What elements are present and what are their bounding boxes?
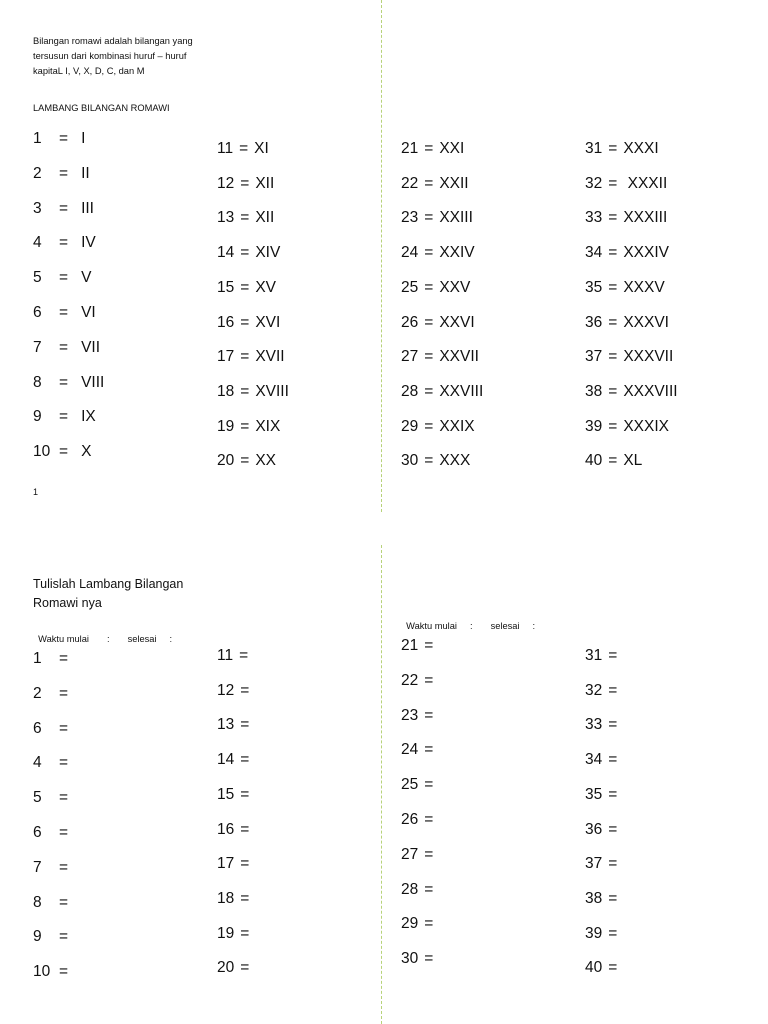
arabic-number: 12 bbox=[217, 681, 235, 699]
roman-numeral: XI bbox=[254, 140, 269, 157]
worksheet-row bbox=[585, 646, 623, 666]
time-start-colon: : bbox=[106, 634, 110, 644]
arabic-number: 4 bbox=[33, 234, 42, 252]
reference-row bbox=[217, 139, 269, 159]
equals-sign: = bbox=[424, 950, 434, 968]
reference-row bbox=[33, 338, 100, 358]
equals-sign: = bbox=[240, 278, 250, 296]
equals-sign: = bbox=[608, 140, 618, 157]
roman-numeral: IV bbox=[81, 234, 96, 252]
worksheet-row bbox=[217, 785, 255, 805]
reference-row bbox=[585, 278, 665, 298]
equals-sign: = bbox=[240, 417, 250, 435]
equals-sign: = bbox=[240, 889, 250, 907]
equals-sign: = bbox=[608, 785, 618, 803]
worksheet-row bbox=[217, 750, 255, 770]
roman-numeral: XL bbox=[623, 452, 643, 470]
roman-numeral: XXXI bbox=[623, 140, 659, 157]
worksheet-row bbox=[401, 949, 439, 969]
reference-row bbox=[33, 268, 91, 288]
worksheet-row bbox=[217, 681, 255, 701]
roman-numeral: XXII bbox=[439, 174, 469, 192]
time-end-label: selesai bbox=[490, 621, 520, 631]
reference-row bbox=[33, 442, 91, 462]
arabic-number: 27 bbox=[401, 845, 419, 863]
roman-numeral: XVIII bbox=[255, 382, 289, 400]
worksheet-row bbox=[585, 889, 623, 909]
roman-numeral: XXIX bbox=[439, 417, 475, 435]
arabic-number: 38 bbox=[585, 382, 603, 400]
time-end-colon: : bbox=[532, 621, 536, 631]
roman-numeral: XXXIX bbox=[623, 417, 669, 435]
reference-row bbox=[217, 347, 285, 367]
worksheet-row bbox=[401, 740, 439, 760]
reference-row bbox=[33, 303, 96, 323]
arabic-number: 30 bbox=[401, 950, 419, 968]
equals-sign: = bbox=[240, 959, 250, 977]
arabic-number: 18 bbox=[217, 889, 235, 907]
arabic-number: 9 bbox=[33, 928, 42, 946]
equals-sign: = bbox=[424, 278, 434, 296]
arabic-number: 22 bbox=[401, 671, 419, 689]
reference-row bbox=[585, 313, 669, 333]
arabic-number: 5 bbox=[33, 269, 42, 287]
arabic-number: 17 bbox=[217, 348, 235, 366]
roman-numeral: XX bbox=[255, 452, 276, 470]
equals-sign: = bbox=[59, 130, 69, 147]
arabic-number: 40 bbox=[585, 959, 603, 977]
arabic-number: 5 bbox=[33, 789, 42, 807]
roman-numeral: XXIII bbox=[439, 209, 473, 227]
worksheet-row bbox=[401, 845, 439, 865]
worksheet-row bbox=[33, 893, 81, 913]
reference-row bbox=[217, 243, 280, 263]
reference-row bbox=[401, 382, 483, 402]
equals-sign: = bbox=[59, 824, 69, 841]
equals-sign: = bbox=[59, 199, 69, 217]
arabic-number: 20 bbox=[217, 452, 235, 470]
roman-numeral: XXXIII bbox=[623, 209, 668, 227]
reference-row bbox=[217, 451, 276, 471]
reference-row bbox=[585, 243, 669, 263]
equals-sign: = bbox=[608, 417, 618, 435]
roman-numeral: I bbox=[81, 130, 86, 147]
reference-row bbox=[585, 417, 669, 437]
arabic-number: 2 bbox=[33, 164, 42, 182]
arabic-number: 29 bbox=[401, 915, 419, 933]
worksheet-row bbox=[33, 753, 81, 773]
worksheet-row bbox=[401, 636, 439, 656]
equals-sign: = bbox=[608, 820, 618, 838]
arabic-number: 18 bbox=[217, 382, 235, 400]
equals-sign: = bbox=[59, 304, 69, 321]
equals-sign: = bbox=[59, 719, 69, 737]
reference-row bbox=[585, 174, 667, 194]
reference-row bbox=[217, 208, 274, 228]
arabic-number: 26 bbox=[401, 313, 419, 331]
equals-sign: = bbox=[59, 408, 69, 426]
equals-sign: = bbox=[424, 174, 434, 192]
arabic-number: 7 bbox=[33, 858, 42, 876]
roman-numeral: X bbox=[81, 443, 92, 461]
roman-numeral: III bbox=[81, 199, 94, 217]
equals-sign: = bbox=[59, 893, 69, 911]
arabic-number: 31 bbox=[585, 647, 603, 664]
reference-row bbox=[33, 407, 96, 427]
equals-sign: = bbox=[240, 820, 250, 838]
equals-sign: = bbox=[424, 845, 434, 863]
arabic-number: 6 bbox=[33, 719, 42, 737]
equals-sign: = bbox=[608, 647, 618, 664]
roman-numeral: XXXVIII bbox=[623, 382, 678, 400]
arabic-number: 9 bbox=[33, 408, 42, 426]
arabic-number: 28 bbox=[401, 382, 419, 400]
arabic-number: 21 bbox=[401, 140, 419, 157]
time-start-label: Waktu mulai bbox=[38, 634, 89, 644]
arabic-number: 13 bbox=[217, 209, 235, 227]
arabic-number: 32 bbox=[585, 174, 603, 192]
column-divider-bottom bbox=[381, 545, 382, 1024]
equals-sign: = bbox=[608, 855, 618, 873]
worksheet-row bbox=[401, 914, 439, 934]
worksheet-row bbox=[33, 719, 81, 739]
worksheet-row bbox=[585, 750, 623, 770]
reference-row bbox=[585, 382, 678, 402]
arabic-number: 24 bbox=[401, 741, 419, 759]
arabic-number: 15 bbox=[217, 785, 235, 803]
arabic-number: 1 bbox=[33, 130, 42, 147]
worksheet-row bbox=[33, 788, 81, 808]
equals-sign: = bbox=[608, 751, 618, 769]
arabic-number: 23 bbox=[401, 706, 419, 724]
equals-sign: = bbox=[59, 684, 69, 702]
time-end-label: selesai bbox=[127, 634, 157, 644]
reference-row bbox=[33, 373, 104, 393]
roman-numeral: XXVIII bbox=[439, 382, 484, 400]
arabic-number: 15 bbox=[217, 278, 235, 296]
equals-sign: = bbox=[240, 681, 250, 699]
equals-sign: = bbox=[59, 858, 69, 876]
roman-numeral: XIV bbox=[255, 244, 281, 262]
equals-sign: = bbox=[608, 209, 618, 227]
roman-numeral: II bbox=[81, 164, 90, 182]
reference-row bbox=[33, 164, 90, 184]
roman-numeral: VI bbox=[81, 304, 96, 321]
arabic-number: 23 bbox=[401, 209, 419, 227]
worksheet-row bbox=[585, 958, 623, 978]
equals-sign: = bbox=[424, 417, 434, 435]
reference-row bbox=[585, 451, 642, 471]
arabic-number: 7 bbox=[33, 338, 42, 356]
equals-sign: = bbox=[608, 924, 618, 942]
worksheet-row bbox=[217, 924, 255, 944]
column-divider-top bbox=[381, 0, 382, 512]
arabic-number: 13 bbox=[217, 716, 235, 734]
arabic-number: 25 bbox=[401, 776, 419, 794]
roman-numeral: XXX bbox=[439, 452, 471, 470]
arabic-number: 6 bbox=[33, 304, 42, 321]
arabic-number: 33 bbox=[585, 209, 603, 227]
arabic-number: 26 bbox=[401, 811, 419, 828]
reference-row bbox=[401, 417, 475, 437]
equals-sign: = bbox=[59, 928, 69, 946]
equals-sign: = bbox=[240, 716, 250, 734]
roman-numeral: XVI bbox=[255, 313, 281, 331]
arabic-number: 6 bbox=[33, 824, 42, 841]
arabic-number: 21 bbox=[401, 637, 419, 654]
arabic-number: 37 bbox=[585, 855, 603, 873]
arabic-number: 25 bbox=[401, 278, 419, 296]
equals-sign: = bbox=[240, 174, 250, 192]
worksheet-title: Tulislah Lambang Bilangan Romawi nya bbox=[33, 577, 184, 610]
arabic-number: 36 bbox=[585, 313, 603, 331]
equals-sign: = bbox=[424, 706, 434, 724]
worksheet-row bbox=[217, 646, 254, 666]
reference-row bbox=[585, 208, 667, 228]
arabic-number: 32 bbox=[585, 681, 603, 699]
equals-sign: = bbox=[240, 924, 250, 942]
arabic-number: 11 bbox=[217, 647, 234, 664]
reference-row bbox=[33, 233, 96, 253]
equals-sign: = bbox=[608, 348, 618, 366]
worksheet-row bbox=[217, 889, 255, 909]
equals-sign: = bbox=[240, 244, 250, 262]
reference-row bbox=[33, 199, 94, 219]
equals-sign: = bbox=[240, 751, 250, 769]
reference-row bbox=[217, 382, 289, 402]
reference-row bbox=[401, 347, 479, 367]
time-row-left bbox=[33, 624, 172, 644]
equals-sign: = bbox=[59, 164, 69, 182]
worksheet-row bbox=[217, 715, 255, 735]
equals-sign: = bbox=[424, 776, 434, 794]
equals-sign: = bbox=[608, 174, 618, 192]
equals-sign: = bbox=[608, 452, 618, 470]
equals-sign: = bbox=[240, 855, 250, 873]
reference-row bbox=[217, 174, 274, 194]
time-row-right bbox=[401, 611, 535, 631]
equals-sign: = bbox=[424, 382, 434, 400]
arabic-number: 3 bbox=[33, 199, 42, 217]
roman-numeral: IX bbox=[81, 408, 96, 426]
equals-sign: = bbox=[424, 209, 434, 227]
arabic-number: 39 bbox=[585, 924, 603, 942]
reference-row bbox=[217, 417, 280, 437]
roman-numeral: V bbox=[81, 269, 92, 287]
worksheet-row bbox=[217, 958, 255, 978]
worksheet-row bbox=[33, 858, 81, 878]
equals-sign: = bbox=[59, 754, 69, 772]
roman-numeral: XV bbox=[255, 278, 276, 296]
arabic-number: 28 bbox=[401, 880, 419, 898]
arabic-number: 19 bbox=[217, 417, 235, 435]
worksheet-row bbox=[585, 820, 623, 840]
arabic-number: 38 bbox=[585, 889, 603, 907]
equals-sign: = bbox=[240, 382, 250, 400]
arabic-number: 4 bbox=[33, 754, 42, 772]
equals-sign: = bbox=[608, 278, 618, 296]
roman-numeral: XII bbox=[255, 209, 275, 227]
equals-sign: = bbox=[608, 959, 618, 977]
roman-numeral: XII bbox=[255, 174, 275, 192]
equals-sign: = bbox=[239, 647, 249, 664]
equals-sign: = bbox=[424, 671, 434, 689]
arabic-number: 24 bbox=[401, 244, 419, 262]
arabic-number: 17 bbox=[217, 855, 235, 873]
equals-sign: = bbox=[424, 140, 434, 157]
reference-row bbox=[401, 174, 469, 194]
worksheet-row bbox=[401, 880, 439, 900]
equals-sign: = bbox=[239, 140, 249, 157]
worksheet-row bbox=[585, 854, 623, 874]
arabic-number: 29 bbox=[401, 417, 419, 435]
arabic-number: 20 bbox=[217, 959, 235, 977]
arabic-number: 36 bbox=[585, 820, 603, 838]
reference-row bbox=[401, 208, 473, 228]
page-number: 1 bbox=[33, 487, 39, 497]
roman-numeral: VIII bbox=[81, 373, 105, 391]
roman-numeral: XXXV bbox=[623, 278, 665, 296]
worksheet-row bbox=[33, 962, 81, 982]
reference-row bbox=[585, 347, 673, 367]
worksheet-row bbox=[401, 706, 439, 726]
reference-row bbox=[401, 139, 464, 159]
roman-numeral: XVII bbox=[255, 348, 285, 366]
roman-numeral: XXVII bbox=[439, 348, 479, 366]
arabic-number: 10 bbox=[33, 963, 51, 981]
reference-row bbox=[33, 129, 85, 149]
arabic-number: 22 bbox=[401, 174, 419, 192]
worksheet-row bbox=[585, 715, 623, 735]
worksheet-row bbox=[585, 785, 623, 805]
roman-numeral: XXIV bbox=[439, 244, 475, 262]
reference-row bbox=[217, 278, 276, 298]
equals-sign: = bbox=[608, 681, 618, 699]
equals-sign: = bbox=[608, 313, 618, 331]
arabic-number: 10 bbox=[33, 443, 51, 461]
arabic-number: 16 bbox=[217, 313, 235, 331]
roman-numeral: XXXII bbox=[623, 174, 668, 192]
worksheet-row bbox=[401, 671, 439, 691]
equals-sign: = bbox=[59, 338, 69, 356]
reference-row bbox=[401, 278, 470, 298]
worksheet-row bbox=[33, 649, 81, 669]
reference-row bbox=[585, 139, 659, 159]
equals-sign: = bbox=[608, 382, 618, 400]
equals-sign: = bbox=[424, 452, 434, 470]
equals-sign: = bbox=[240, 785, 250, 803]
equals-sign: = bbox=[608, 716, 618, 734]
roman-numeral: XXI bbox=[439, 140, 465, 157]
roman-numeral: XIX bbox=[255, 417, 281, 435]
equals-sign: = bbox=[608, 244, 618, 262]
equals-sign: = bbox=[424, 741, 434, 759]
time-start-colon: : bbox=[469, 621, 473, 631]
arabic-number: 19 bbox=[217, 924, 235, 942]
arabic-number: 37 bbox=[585, 348, 603, 366]
arabic-number: 16 bbox=[217, 820, 235, 838]
equals-sign: = bbox=[240, 452, 250, 470]
equals-sign: = bbox=[59, 373, 69, 391]
arabic-number: 35 bbox=[585, 785, 603, 803]
arabic-number: 27 bbox=[401, 348, 419, 366]
equals-sign: = bbox=[424, 637, 434, 654]
roman-numeral: XXV bbox=[439, 278, 471, 296]
reference-title: LAMBANG BILANGAN ROMAWI bbox=[33, 103, 170, 113]
arabic-number: 31 bbox=[585, 140, 603, 157]
worksheet-row bbox=[585, 924, 623, 944]
roman-numeral: XXXIV bbox=[623, 244, 669, 262]
arabic-number: 14 bbox=[217, 751, 235, 769]
worksheet-row bbox=[401, 775, 439, 795]
reference-row bbox=[401, 451, 470, 471]
arabic-number: 14 bbox=[217, 244, 235, 262]
worksheet-row bbox=[33, 684, 81, 704]
arabic-number: 12 bbox=[217, 174, 235, 192]
arabic-number: 34 bbox=[585, 244, 603, 262]
equals-sign: = bbox=[424, 348, 434, 366]
roman-numeral: XXVI bbox=[439, 313, 475, 331]
equals-sign: = bbox=[59, 234, 69, 252]
reference-row bbox=[401, 243, 475, 263]
equals-sign: = bbox=[59, 789, 69, 807]
arabic-number: 11 bbox=[217, 140, 234, 157]
arabic-number: 40 bbox=[585, 452, 603, 470]
arabic-number: 30 bbox=[401, 452, 419, 470]
time-end-colon: : bbox=[169, 634, 173, 644]
equals-sign: = bbox=[424, 915, 434, 933]
arabic-number: 34 bbox=[585, 751, 603, 769]
equals-sign: = bbox=[59, 269, 69, 287]
worksheet-row bbox=[217, 854, 255, 874]
arabic-number: 33 bbox=[585, 716, 603, 734]
reference-row bbox=[217, 313, 280, 333]
equals-sign: = bbox=[240, 313, 250, 331]
time-start-label: Waktu mulai bbox=[406, 621, 457, 631]
equals-sign: = bbox=[59, 443, 69, 461]
worksheet-row bbox=[33, 823, 81, 843]
roman-numeral: XXXVII bbox=[623, 348, 674, 366]
arabic-number: 2 bbox=[33, 684, 42, 702]
intro-paragraph: Bilangan romawi adalah bilangan yang tersusun dari kombinasi huruf – huruf kapitaL I, V, X, D, C, dan M bbox=[33, 36, 193, 76]
equals-sign: = bbox=[424, 880, 434, 898]
worksheet-row bbox=[585, 681, 623, 701]
equals-sign: = bbox=[240, 348, 250, 366]
arabic-number: 39 bbox=[585, 417, 603, 435]
worksheet-row bbox=[217, 820, 255, 840]
equals-sign: = bbox=[59, 650, 69, 667]
worksheet-row bbox=[401, 810, 439, 830]
equals-sign: = bbox=[424, 811, 434, 828]
roman-numeral: XXXVI bbox=[623, 313, 669, 331]
arabic-number: 35 bbox=[585, 278, 603, 296]
arabic-number: 1 bbox=[33, 650, 42, 667]
equals-sign: = bbox=[608, 889, 618, 907]
reference-row bbox=[401, 313, 475, 333]
worksheet-row bbox=[33, 927, 81, 947]
equals-sign: = bbox=[240, 209, 250, 227]
arabic-number: 8 bbox=[33, 373, 42, 391]
equals-sign: = bbox=[424, 244, 434, 262]
roman-numeral: VII bbox=[81, 338, 101, 356]
arabic-number: 8 bbox=[33, 893, 42, 911]
equals-sign: = bbox=[59, 963, 69, 981]
equals-sign: = bbox=[424, 313, 434, 331]
